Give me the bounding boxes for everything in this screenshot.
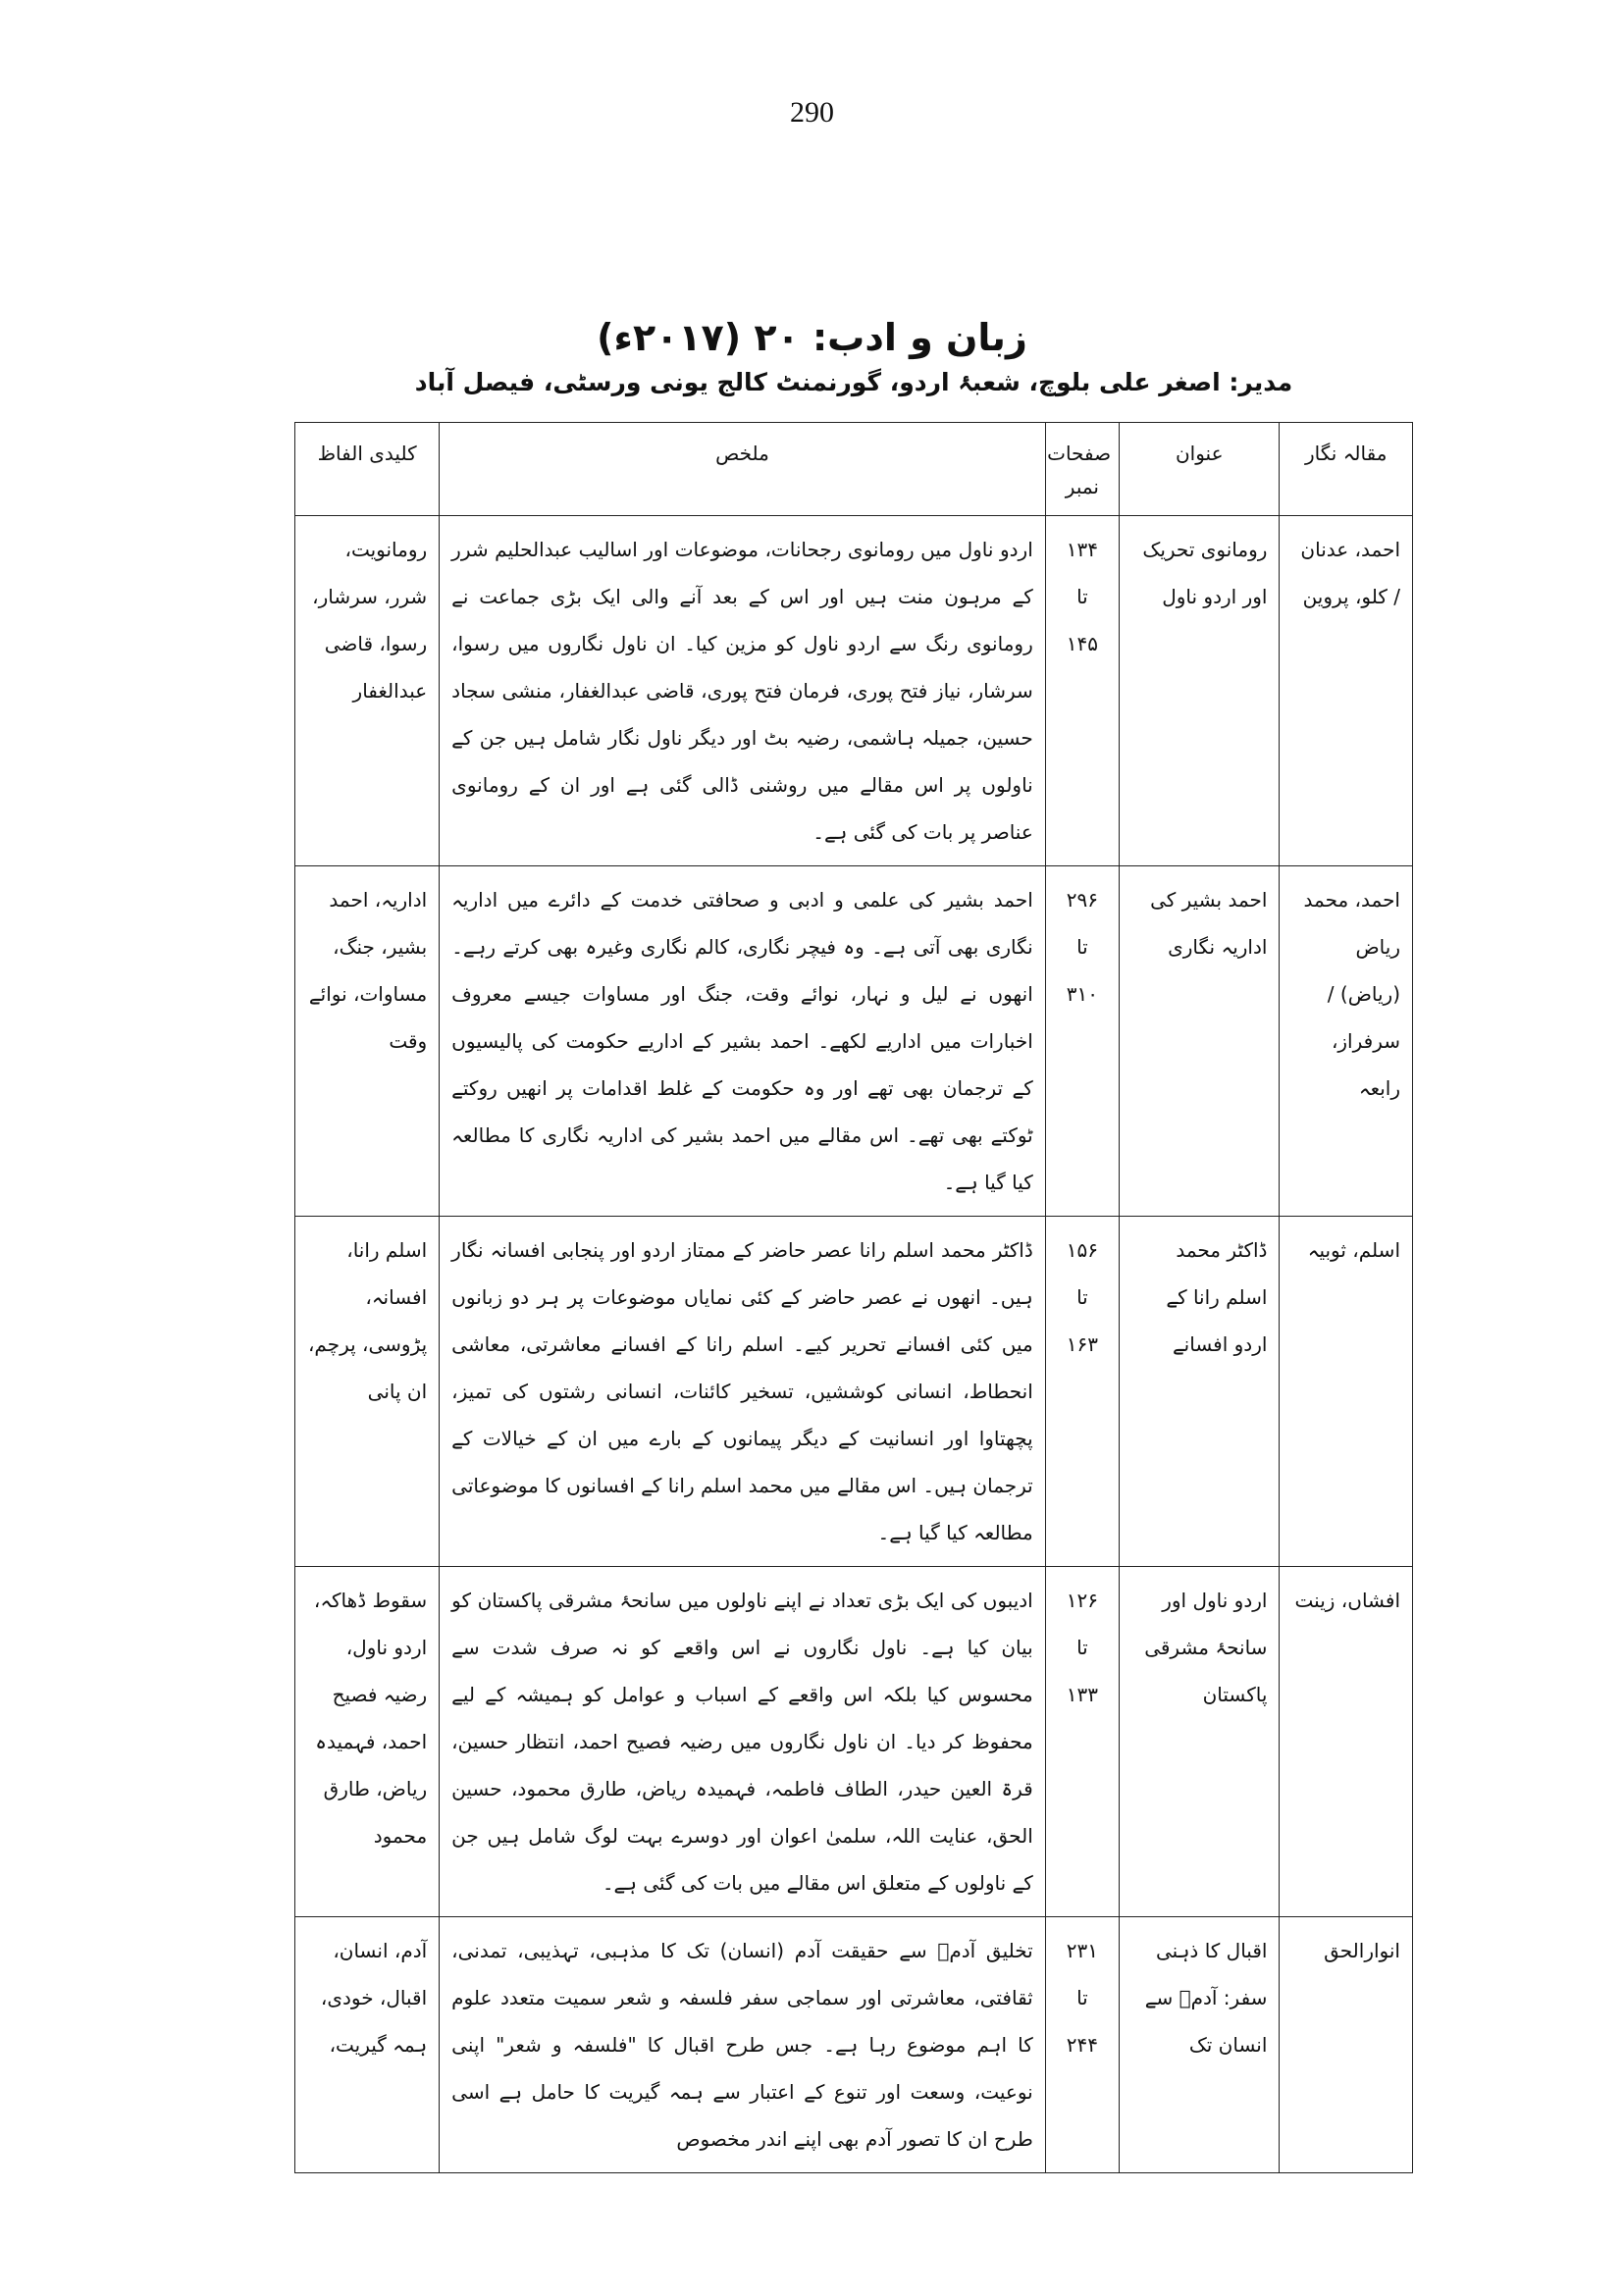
cell-title: احمد بشیر کی اداریہ نگاری — [1120, 866, 1280, 1217]
header-keywords: کلیدی الفاظ — [295, 423, 440, 516]
cell-keywords: اسلم رانا، افسانہ، پڑوسی، پرچم، ان پانی — [295, 1217, 440, 1567]
page-from: ۱۳۴ — [1066, 538, 1099, 561]
cell-abstract: احمد بشیر کی علمی و ادبی و صحافتی خدمت کے دائرے میں اداریہ نگاری بھی آتی ہے۔ وہ فیچر نگاری، کالم نگاری وغیرہ بھی کرتے رہے۔ انھوں نے لیل و نہار، نوائے وقت، جنگ اور مساوات جیسے معروف اخبارات میں اداریے لکھے۔ احمد بشیر کے اداریے حکومت کی پالیسیوں کے ترجمان بھی تھے اور وہ حکومت کے غلط اقدامات پر انھیں روکتے ٹوکتے بھی تھے۔ اس مقالے میں احمد بشیر کی اداریہ نگاری کا مطالعہ کیا گیا ہے۔ — [440, 866, 1046, 1217]
cell-title: اقبال کا ذہنی سفر: آدمؑ سے انسان تک — [1120, 1917, 1280, 2173]
journal-title: زبان و ادب: ۲۰ (۲۰۱۷ء) — [597, 316, 1027, 359]
table-row — [295, 516, 1413, 866]
cell-abstract: تخلیق آدمؑ سے حقیقت آدم (انسان) تک کا مذہبی، تہذیبی، تمدنی، ثقافتی، معاشرتی اور سماجی سفر فلسفہ و شعر سمیت متعدد علوم کا اہم موضوع رہا ہے۔ جس طرح اقبال کا "فلسفہ و شعر" اپنی نوعیت، وسعت اور تنوع کے اعتبار سے ہمہ گیریت کا حامل ہے اسی طرح ان کا تصور آدم بھی اپنے اندر مخصوص — [440, 1917, 1046, 2173]
editor-line: مدیر: اصغر علی بلوچ، شعبۂ اردو، گورنمنٹ کالج یونی ورسٹی، فیصل آباد — [414, 368, 1293, 396]
article-index-table — [294, 422, 1413, 2173]
page-to: ۱۶۳ — [1066, 1332, 1099, 1356]
cell-abstract: ڈاکٹر محمد اسلم رانا عصر حاضر کے ممتاز اردو اور پنجابی افسانہ نگار ہیں۔ انھوں نے عصر حاضر کے کئی نمایاں موضوعات پر ہر دو زبانوں میں کئی افسانے تحریر کیے۔ اسلم رانا کے افسانے معاشرتی، معاشی انحطاط، انسانی کوششیں، تسخیر کائنات، انسانی رشتوں کی تمیز، پچھتاوا اور انسانیت کے دیگر پیمانوں کے بارے میں ان کے خیالات کے ترجمان ہیں۔ اس مقالے میں محمد اسلم رانا کے افسانوں کا موضوعاتی مطالعہ کیا گیا ہے۔ — [440, 1217, 1046, 1567]
header-author: مقالہ نگار — [1280, 423, 1413, 516]
cell-pages — [1045, 1567, 1119, 1917]
cell-keywords: آدم، انسان، اقبال، خودی، ہمہ گیریت، — [295, 1917, 440, 2173]
cell-pages — [1045, 866, 1119, 1217]
page-from: ۲۹۶ — [1066, 888, 1099, 912]
header-title: عنوان — [1120, 423, 1280, 516]
page-from: ۱۲۶ — [1066, 1589, 1099, 1612]
page-separator: تا — [1076, 935, 1088, 959]
cell-author: احمد، محمد ریاض (ریاض) / سرفراز، رابعہ — [1280, 866, 1413, 1217]
table-row — [295, 1217, 1413, 1567]
header-pages: صفحات نمبر — [1045, 423, 1119, 516]
page-to: ۳۱۰ — [1066, 982, 1099, 1006]
page-separator: تا — [1076, 1285, 1088, 1309]
cell-abstract: اردو ناول میں رومانوی رجحانات، موضوعات اور اسالیب عبدالحلیم شرر کے مرہون منت ہیں اور اس کے بعد آنے والی ایک بڑی جماعت نے رومانوی رنگ سے اردو ناول کو مزین کیا۔ ان ناول نگاروں میں رسوا، سرشار، نیاز فتح پوری، فرمان فتح پوری، قاضی عبدالغفار، منشی سجاد حسین، جمیلہ ہاشمی، رضیہ بٹ اور دیگر ناول نگار شامل ہیں جن کے ناولوں پر اس مقالے میں روشنی ڈالی گئی ہے اور ان کے رومانوی عناصر پر بات کی گئی ہے۔ — [440, 516, 1046, 866]
cell-author: افشاں، زینت — [1280, 1567, 1413, 1917]
header-abstract: ملخص — [440, 423, 1046, 516]
cell-keywords: رومانویت، شرر، سرشار، رسوا، قاضی عبدالغفار — [295, 516, 440, 866]
cell-author: اسلم، ثوبیہ — [1280, 1217, 1413, 1567]
table-row — [295, 1917, 1413, 2173]
table-row — [295, 866, 1413, 1217]
cell-title: رومانوی تحریک اور اردو ناول — [1120, 516, 1280, 866]
cell-author: احمد، عدنان / کلو، پروین — [1280, 516, 1413, 866]
page-number: 290 — [790, 96, 834, 129]
table-row — [295, 1567, 1413, 1917]
page-separator: تا — [1076, 1986, 1088, 2009]
cell-pages — [1045, 516, 1119, 866]
cell-keywords: سقوط ڈھاکہ، اردو ناول، رضیہ فصیح احمد، فہمیدہ ریاض، طارق محمود — [295, 1567, 440, 1917]
cell-pages — [1045, 1917, 1119, 2173]
page-separator: تا — [1076, 585, 1088, 608]
page-from: ۲۳۱ — [1066, 1939, 1099, 1962]
page-from: ۱۵۶ — [1066, 1238, 1099, 1262]
cell-title: اردو ناول اور سانحۂ مشرقی پاکستان — [1120, 1567, 1280, 1917]
page-to: ۱۳۳ — [1066, 1683, 1099, 1706]
cell-abstract: ادیبوں کی ایک بڑی تعداد نے اپنے ناولوں میں سانحۂ مشرقی پاکستان کو بیان کیا ہے۔ ناول نگاروں نے اس واقعے کو نہ صرف شدت سے محسوس کیا بلکہ اس واقعے کے اسباب و عوامل کو ہمیشہ کے لیے محفوظ کر دیا۔ ان ناول نگاروں میں رضیہ فصیح احمد، انتظار حسین، قرۃ العین حیدر، الطاف فاطمہ، فہمیدہ ریاض، طارق محمود، حسین الحق، عنایت اللہ، سلمیٰ اعوان اور دوسرے بہت لوگ شامل ہیں جن کے ناولوں کے متعلق اس مقالے میں بات کی گئی ہے۔ — [440, 1567, 1046, 1917]
cell-pages — [1045, 1217, 1119, 1567]
page-to: ۲۴۴ — [1066, 2033, 1099, 2057]
cell-author: انوارالحق — [1280, 1917, 1413, 2173]
cell-keywords: اداریہ، احمد بشیر، جنگ، مساوات، نوائے وقت — [295, 866, 440, 1217]
page-separator: تا — [1076, 1636, 1088, 1659]
table-header-row — [295, 423, 1413, 516]
page-to: ۱۴۵ — [1066, 632, 1099, 655]
cell-title: ڈاکٹر محمد اسلم رانا کے اردو افسانے — [1120, 1217, 1280, 1567]
